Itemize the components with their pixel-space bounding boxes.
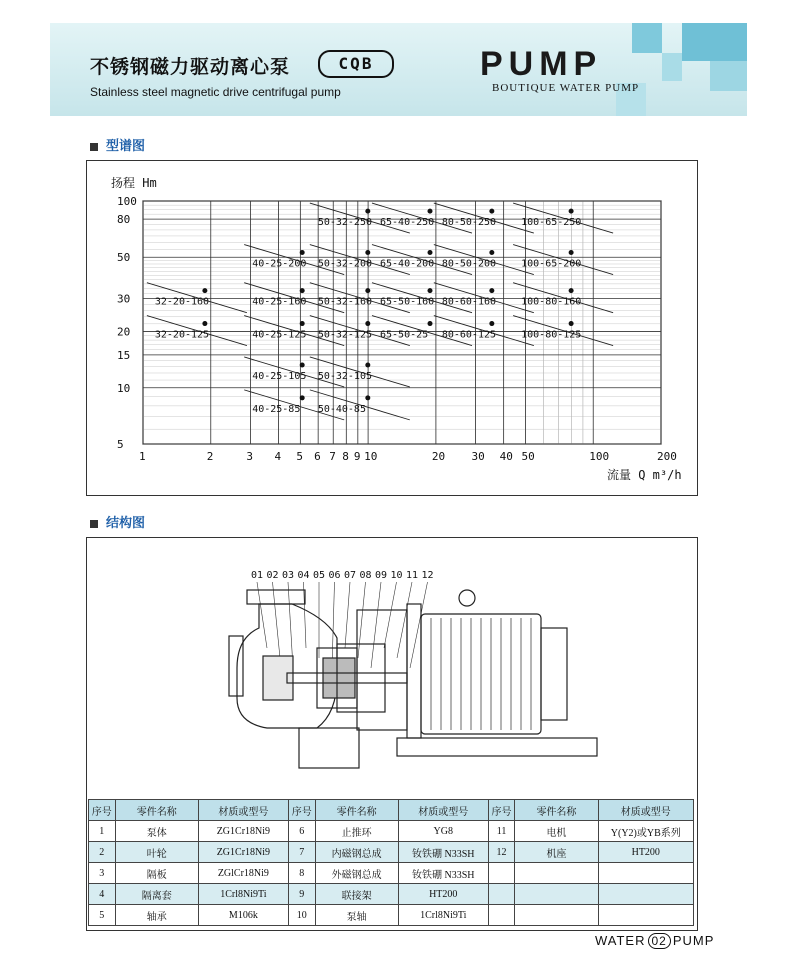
model-point bbox=[300, 395, 305, 400]
motor-fan-cover bbox=[541, 628, 567, 720]
x-tick-label: 30 bbox=[471, 450, 485, 463]
callout-leader bbox=[371, 582, 381, 668]
model-label: 50-40-85 bbox=[317, 403, 366, 415]
model-label: 65-40-200 bbox=[379, 258, 435, 270]
model-label: 40-25-200 bbox=[252, 258, 307, 270]
part-number: 1 bbox=[89, 821, 116, 842]
part-material: YG8 bbox=[398, 821, 488, 842]
callout-leader bbox=[397, 582, 412, 658]
model-point bbox=[300, 362, 305, 367]
pump-logo-subtitle: BOUTIQUE WATER PUMP bbox=[492, 82, 640, 94]
part-material: 1Crl8Ni9Ti bbox=[198, 884, 288, 905]
part-material bbox=[598, 884, 693, 905]
header-part-name: 零件名称 bbox=[515, 800, 598, 821]
model-point bbox=[569, 288, 574, 293]
part-number bbox=[488, 884, 515, 905]
decor-square bbox=[632, 23, 662, 53]
pump-logo: PUMP bbox=[480, 45, 603, 83]
header-material: 材质或型号 bbox=[198, 800, 288, 821]
x-tick-label: 200 bbox=[657, 450, 677, 463]
model-label: 50-32-200 bbox=[317, 258, 373, 270]
model-label: 40-25-85 bbox=[252, 403, 301, 415]
x-tick-label: 50 bbox=[521, 450, 535, 463]
part-name: 隔板 bbox=[115, 863, 198, 884]
x-axis-label: 流量 Q m³/h bbox=[607, 468, 682, 482]
spectrum-chart bbox=[87, 161, 697, 495]
model-point bbox=[569, 250, 574, 255]
model-point bbox=[427, 209, 432, 214]
x-tick-label: 100 bbox=[589, 450, 610, 463]
footer-right: PUMP bbox=[672, 933, 715, 948]
square-bullet-icon bbox=[90, 520, 98, 528]
y-tick-label: 5 bbox=[117, 438, 124, 451]
model-label: 65-50-25 bbox=[379, 329, 429, 341]
part-name: 止推环 bbox=[315, 821, 398, 842]
model-label: 50-32-250 bbox=[317, 217, 373, 229]
model-point bbox=[300, 321, 305, 326]
motor-base bbox=[397, 738, 597, 756]
x-tick-label: 3 bbox=[246, 450, 254, 463]
section-structure-label: 结构图 bbox=[106, 516, 146, 531]
model-point bbox=[489, 250, 494, 255]
model-point bbox=[427, 288, 432, 293]
model-point bbox=[202, 321, 207, 326]
model-point bbox=[365, 321, 370, 326]
model-label: 80-60-160 bbox=[441, 296, 497, 308]
lifting-eye bbox=[459, 590, 475, 606]
x-tick-label: 7 bbox=[329, 450, 336, 463]
pump-cross-section-drawing bbox=[87, 538, 697, 800]
model-label: 100-65-200 bbox=[521, 258, 582, 270]
callout-label: 02 bbox=[266, 570, 279, 581]
part-name bbox=[515, 884, 598, 905]
model-point bbox=[569, 209, 574, 214]
callout-leader bbox=[288, 582, 293, 668]
model-label: 40-25-125 bbox=[252, 329, 307, 341]
part-name: 外磁钢总成 bbox=[315, 863, 398, 884]
page-number: 02 bbox=[648, 933, 671, 949]
part-number: 3 bbox=[89, 863, 116, 884]
header-no: 序号 bbox=[89, 800, 116, 821]
model-point bbox=[202, 288, 207, 293]
model-label: 80-50-200 bbox=[441, 258, 497, 270]
part-number: 7 bbox=[288, 842, 315, 863]
model-point bbox=[427, 250, 432, 255]
decor-square bbox=[710, 61, 747, 91]
model-label: 100-80-125 bbox=[521, 329, 582, 341]
part-name: 泵轴 bbox=[315, 905, 398, 926]
x-tick-label: 1 bbox=[139, 450, 146, 463]
plot-area bbox=[143, 201, 661, 444]
part-material: HT200 bbox=[398, 884, 488, 905]
part-name: 泵体 bbox=[115, 821, 198, 842]
part-name: 叶轮 bbox=[115, 842, 198, 863]
table-row bbox=[89, 821, 694, 842]
y-tick-label: 30 bbox=[117, 292, 131, 306]
callout-label: 09 bbox=[375, 570, 388, 581]
page-title-en: Stainless steel magnetic drive centrifugal pump bbox=[90, 85, 341, 99]
callout-label: 05 bbox=[313, 570, 326, 581]
part-number: 4 bbox=[89, 884, 116, 905]
section-structure-heading bbox=[90, 512, 145, 531]
model-label: 100-65-250 bbox=[521, 217, 582, 229]
x-tick-label: 10 bbox=[364, 450, 378, 463]
table-row bbox=[89, 905, 694, 926]
model-point bbox=[489, 321, 494, 326]
inner-magnet bbox=[323, 658, 355, 698]
part-number: 2 bbox=[89, 842, 116, 863]
model-point bbox=[489, 209, 494, 214]
callout-label: 07 bbox=[344, 570, 357, 581]
part-material: M106k bbox=[198, 905, 288, 926]
x-tick-label: 4 bbox=[274, 450, 282, 463]
square-bullet-icon bbox=[90, 143, 98, 151]
header-part-name: 零件名称 bbox=[315, 800, 398, 821]
page-title-cn: 不锈钢磁力驱动离心泵 bbox=[90, 56, 291, 78]
decor-square bbox=[682, 23, 747, 61]
model-point bbox=[365, 250, 370, 255]
y-axis-label: 扬程 Hm bbox=[111, 176, 157, 190]
table-row bbox=[89, 863, 694, 884]
y-tick-label: 15 bbox=[117, 348, 131, 362]
part-material: 钕铁硼 N33SH bbox=[398, 842, 488, 863]
y-tick-label: 20 bbox=[117, 325, 131, 339]
section-spectrum-label: 型谱图 bbox=[106, 139, 146, 154]
y-tick-label: 80 bbox=[117, 213, 131, 227]
part-number: 12 bbox=[488, 842, 515, 863]
parts-table-header bbox=[89, 800, 694, 821]
part-number: 10 bbox=[288, 905, 315, 926]
callout-leader bbox=[410, 582, 428, 668]
table-row bbox=[89, 842, 694, 863]
part-material bbox=[598, 863, 693, 884]
discharge-flange bbox=[247, 590, 305, 604]
part-material: ZG1Cr18Ni9 bbox=[198, 842, 288, 863]
callout-leader bbox=[273, 582, 281, 658]
y-tick-label: 10 bbox=[117, 381, 131, 395]
callout-label: 03 bbox=[282, 570, 295, 581]
model-label: 65-50-160 bbox=[379, 296, 435, 308]
model-label: 32-20-160 bbox=[154, 296, 210, 308]
part-material: 钕铁硼 N33SH bbox=[398, 863, 488, 884]
part-name bbox=[515, 905, 598, 926]
model-label: 50-32-125 bbox=[317, 329, 373, 341]
header-material: 材质或型号 bbox=[598, 800, 693, 821]
callout-label: 11 bbox=[406, 570, 419, 581]
part-name: 联接架 bbox=[315, 884, 398, 905]
x-tick-label: 20 bbox=[431, 450, 446, 463]
impeller bbox=[263, 656, 293, 700]
callout-leader bbox=[384, 582, 397, 648]
part-number bbox=[488, 863, 515, 884]
header-part-name: 零件名称 bbox=[115, 800, 198, 821]
part-name bbox=[515, 863, 598, 884]
model-point bbox=[365, 362, 370, 367]
part-number: 5 bbox=[89, 905, 116, 926]
model-point bbox=[300, 250, 305, 255]
y-tick-label: 50 bbox=[117, 251, 131, 265]
footer-left: WATER bbox=[595, 933, 646, 948]
x-tick-label: 5 bbox=[296, 450, 303, 463]
part-material: Y(Y2)或YB系列 bbox=[598, 821, 693, 842]
callout-label: 04 bbox=[297, 570, 310, 581]
model-label: 32-20-125 bbox=[154, 329, 210, 341]
callout-label: 01 bbox=[251, 570, 264, 581]
model-label: 65-40-250 bbox=[379, 217, 435, 229]
section-spectrum-heading bbox=[90, 135, 145, 154]
part-material bbox=[598, 905, 693, 926]
spectrum-chart-frame bbox=[86, 160, 698, 496]
pump-base bbox=[299, 728, 359, 768]
model-point bbox=[365, 288, 370, 293]
part-number bbox=[488, 905, 515, 926]
x-tick-label: 8 bbox=[342, 450, 349, 463]
part-material: ZG1Cr18Ni9 bbox=[198, 821, 288, 842]
x-tick-label: 40 bbox=[499, 450, 513, 463]
model-label: 80-60-125 bbox=[441, 329, 497, 341]
model-point bbox=[365, 209, 370, 214]
model-label: 40-25-160 bbox=[252, 296, 307, 308]
model-label: 80-50-250 bbox=[441, 217, 497, 229]
model-point bbox=[569, 321, 574, 326]
part-name: 机座 bbox=[515, 842, 598, 863]
part-number: 8 bbox=[288, 863, 315, 884]
part-material: 1Crl8Ni9Ti bbox=[398, 905, 488, 926]
part-number: 6 bbox=[288, 821, 315, 842]
header-no: 序号 bbox=[288, 800, 315, 821]
callout-label: 08 bbox=[359, 570, 372, 581]
part-material: HT200 bbox=[598, 842, 693, 863]
part-name: 轴承 bbox=[115, 905, 198, 926]
header-material: 材质或型号 bbox=[398, 800, 488, 821]
x-tick-label: 6 bbox=[314, 450, 321, 463]
model-point bbox=[300, 288, 305, 293]
page-footer bbox=[595, 933, 714, 949]
part-material: ZGlCr18Ni9 bbox=[198, 863, 288, 884]
model-point bbox=[427, 321, 432, 326]
header-no: 序号 bbox=[488, 800, 515, 821]
part-number: 11 bbox=[488, 821, 515, 842]
model-point bbox=[489, 288, 494, 293]
model-point bbox=[365, 395, 370, 400]
x-tick-label: 2 bbox=[206, 450, 214, 463]
part-name: 隔离套 bbox=[115, 884, 198, 905]
callout-leader bbox=[358, 582, 366, 658]
callout-label: 12 bbox=[421, 570, 434, 581]
model-label: 100-80-160 bbox=[521, 296, 582, 308]
model-label: 50-32-105 bbox=[317, 370, 373, 382]
part-name: 内磁钢总成 bbox=[315, 842, 398, 863]
callout-label: 06 bbox=[328, 570, 341, 581]
part-number: 9 bbox=[288, 884, 315, 905]
callout-leader bbox=[332, 582, 335, 668]
x-tick-label: 9 bbox=[353, 450, 361, 463]
decor-square bbox=[662, 53, 682, 81]
parts-table bbox=[88, 799, 694, 926]
model-badge: CQB bbox=[318, 50, 394, 78]
y-tick-label: 100 bbox=[117, 195, 137, 208]
model-label: 40-25-105 bbox=[252, 370, 307, 382]
table-row bbox=[89, 884, 694, 905]
part-name: 电机 bbox=[515, 821, 598, 842]
callout-label: 10 bbox=[390, 570, 403, 581]
callout-leader bbox=[345, 582, 350, 648]
model-label: 50-32-160 bbox=[317, 296, 373, 308]
